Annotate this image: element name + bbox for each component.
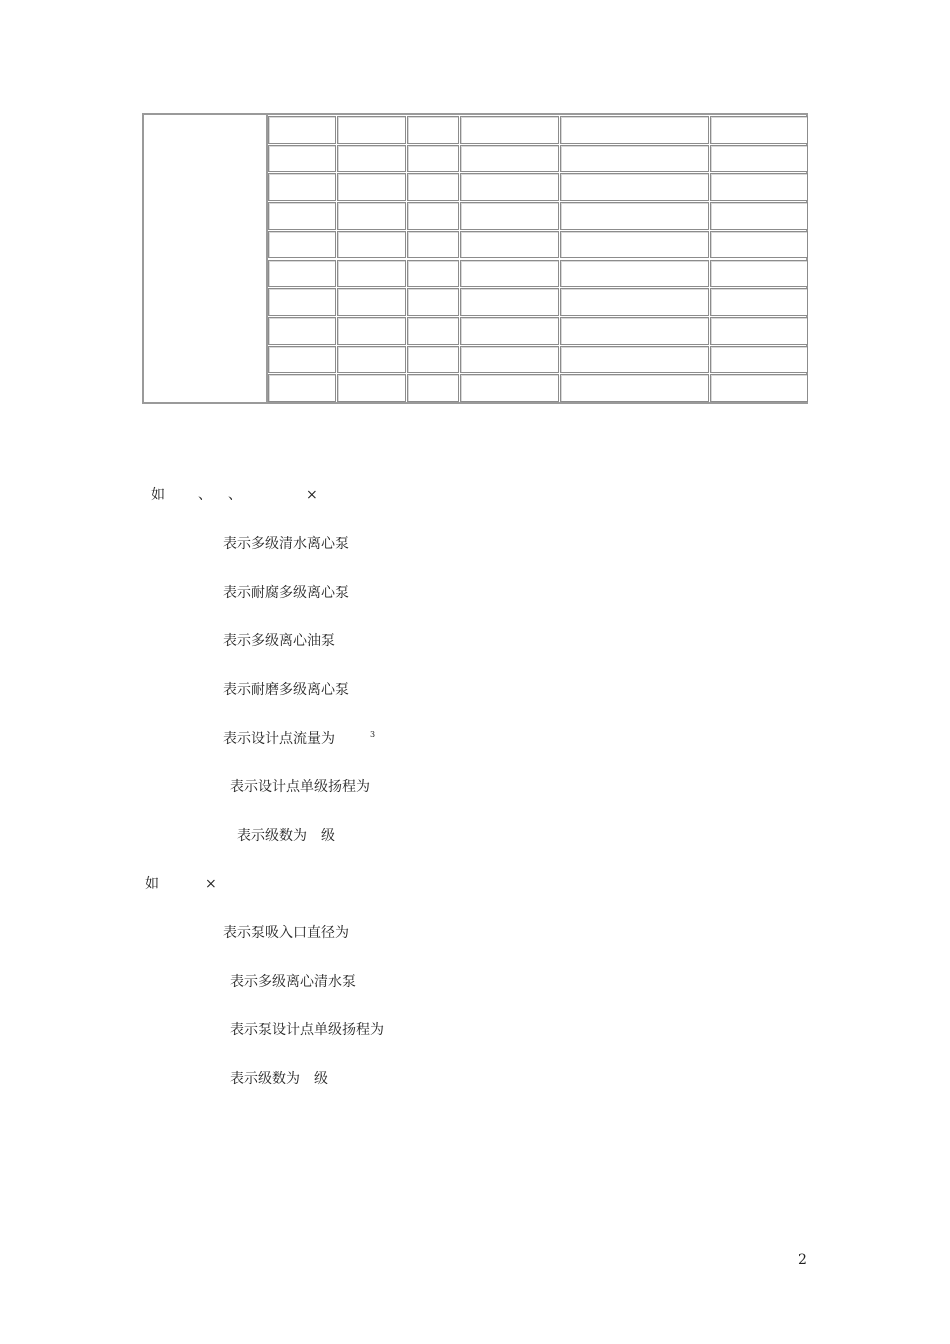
- example-1-times: ×: [306, 487, 318, 503]
- table-cell: [460, 116, 559, 144]
- pump-table: [142, 113, 808, 404]
- table-cell: [460, 317, 559, 345]
- table-cell: [337, 317, 406, 345]
- table-cell: [337, 116, 406, 144]
- table-cell: [560, 202, 709, 230]
- table-cell: [560, 260, 709, 288]
- table-cell: [407, 202, 459, 230]
- table-cell: [710, 173, 808, 201]
- table-cell: [710, 317, 808, 345]
- table-cell: [268, 374, 336, 402]
- flow-unit-superscript: 3: [370, 730, 376, 739]
- table-cell: [268, 202, 336, 230]
- example-1-line: 表示级数为 级: [237, 828, 335, 844]
- table-cell: [460, 260, 559, 288]
- example-2-line: 表示多级离心清水泵: [230, 974, 356, 990]
- table-cell: [460, 374, 559, 402]
- table-cell: [268, 288, 336, 316]
- table-cell: [268, 173, 336, 201]
- table-cell: [337, 288, 406, 316]
- table-cell: [560, 173, 709, 201]
- table-cell: [710, 231, 808, 259]
- page-number: 2: [798, 1252, 807, 1268]
- example-1-separator: 、: [228, 487, 242, 503]
- example-1-line: 表示耐腐多级离心泵: [223, 585, 349, 601]
- table-cell: [407, 317, 459, 345]
- table-merged-cell: [144, 115, 268, 402]
- table-cell: [407, 288, 459, 316]
- table-cell: [337, 202, 406, 230]
- example-1-line: 表示设计点单级扬程为: [230, 779, 370, 795]
- table-cell: [560, 374, 709, 402]
- table-cell: [268, 317, 336, 345]
- example-2-label: 如: [145, 876, 159, 892]
- table-cell: [710, 288, 808, 316]
- table-cell: [337, 173, 406, 201]
- table-cell: [560, 145, 709, 173]
- example-1-line: 表示耐磨多级离心泵: [223, 682, 349, 698]
- table-cell: [710, 260, 808, 288]
- table-cell: [460, 231, 559, 259]
- table-cell: [560, 116, 709, 144]
- table-cell: [268, 116, 336, 144]
- table-cell: [560, 231, 709, 259]
- table-cell: [337, 260, 406, 288]
- table-cell: [268, 260, 336, 288]
- table-cell: [710, 202, 808, 230]
- table-cell: [560, 346, 709, 374]
- table-cell: [460, 346, 559, 374]
- table-cell: [407, 145, 459, 173]
- example-2-times: ×: [205, 876, 217, 892]
- example-2-line: 表示级数为 级: [230, 1071, 328, 1087]
- table-cell: [337, 231, 406, 259]
- example-2-line: 表示泵吸入口直径为: [223, 925, 349, 941]
- example-1-line: 表示设计点流量为: [223, 731, 335, 747]
- table-cell: [268, 145, 336, 173]
- table-cell: [560, 288, 709, 316]
- table-cell: [268, 346, 336, 374]
- table-cell: [407, 231, 459, 259]
- table-cell: [460, 202, 559, 230]
- table-cell: [407, 374, 459, 402]
- table-cell: [710, 145, 808, 173]
- table-cell: [407, 173, 459, 201]
- table-cell: [337, 346, 406, 374]
- example-1-line: 表示多级清水离心泵: [223, 536, 349, 552]
- example-1-label: 如: [151, 487, 165, 503]
- table-cell: [560, 317, 709, 345]
- table-cell: [407, 116, 459, 144]
- table-cell: [460, 288, 559, 316]
- example-2-line: 表示泵设计点单级扬程为: [230, 1022, 384, 1038]
- table-cell: [710, 374, 808, 402]
- table-cell: [337, 145, 406, 173]
- table-cell: [710, 116, 808, 144]
- table-cell: [710, 346, 808, 374]
- table-cell: [407, 260, 459, 288]
- table-cell: [460, 173, 559, 201]
- table-cell: [268, 231, 336, 259]
- table-cell: [337, 374, 406, 402]
- example-1-line: 表示多级离心油泵: [223, 633, 335, 649]
- table-cell: [460, 145, 559, 173]
- example-1-separator: 、: [198, 487, 212, 503]
- table-cell: [407, 346, 459, 374]
